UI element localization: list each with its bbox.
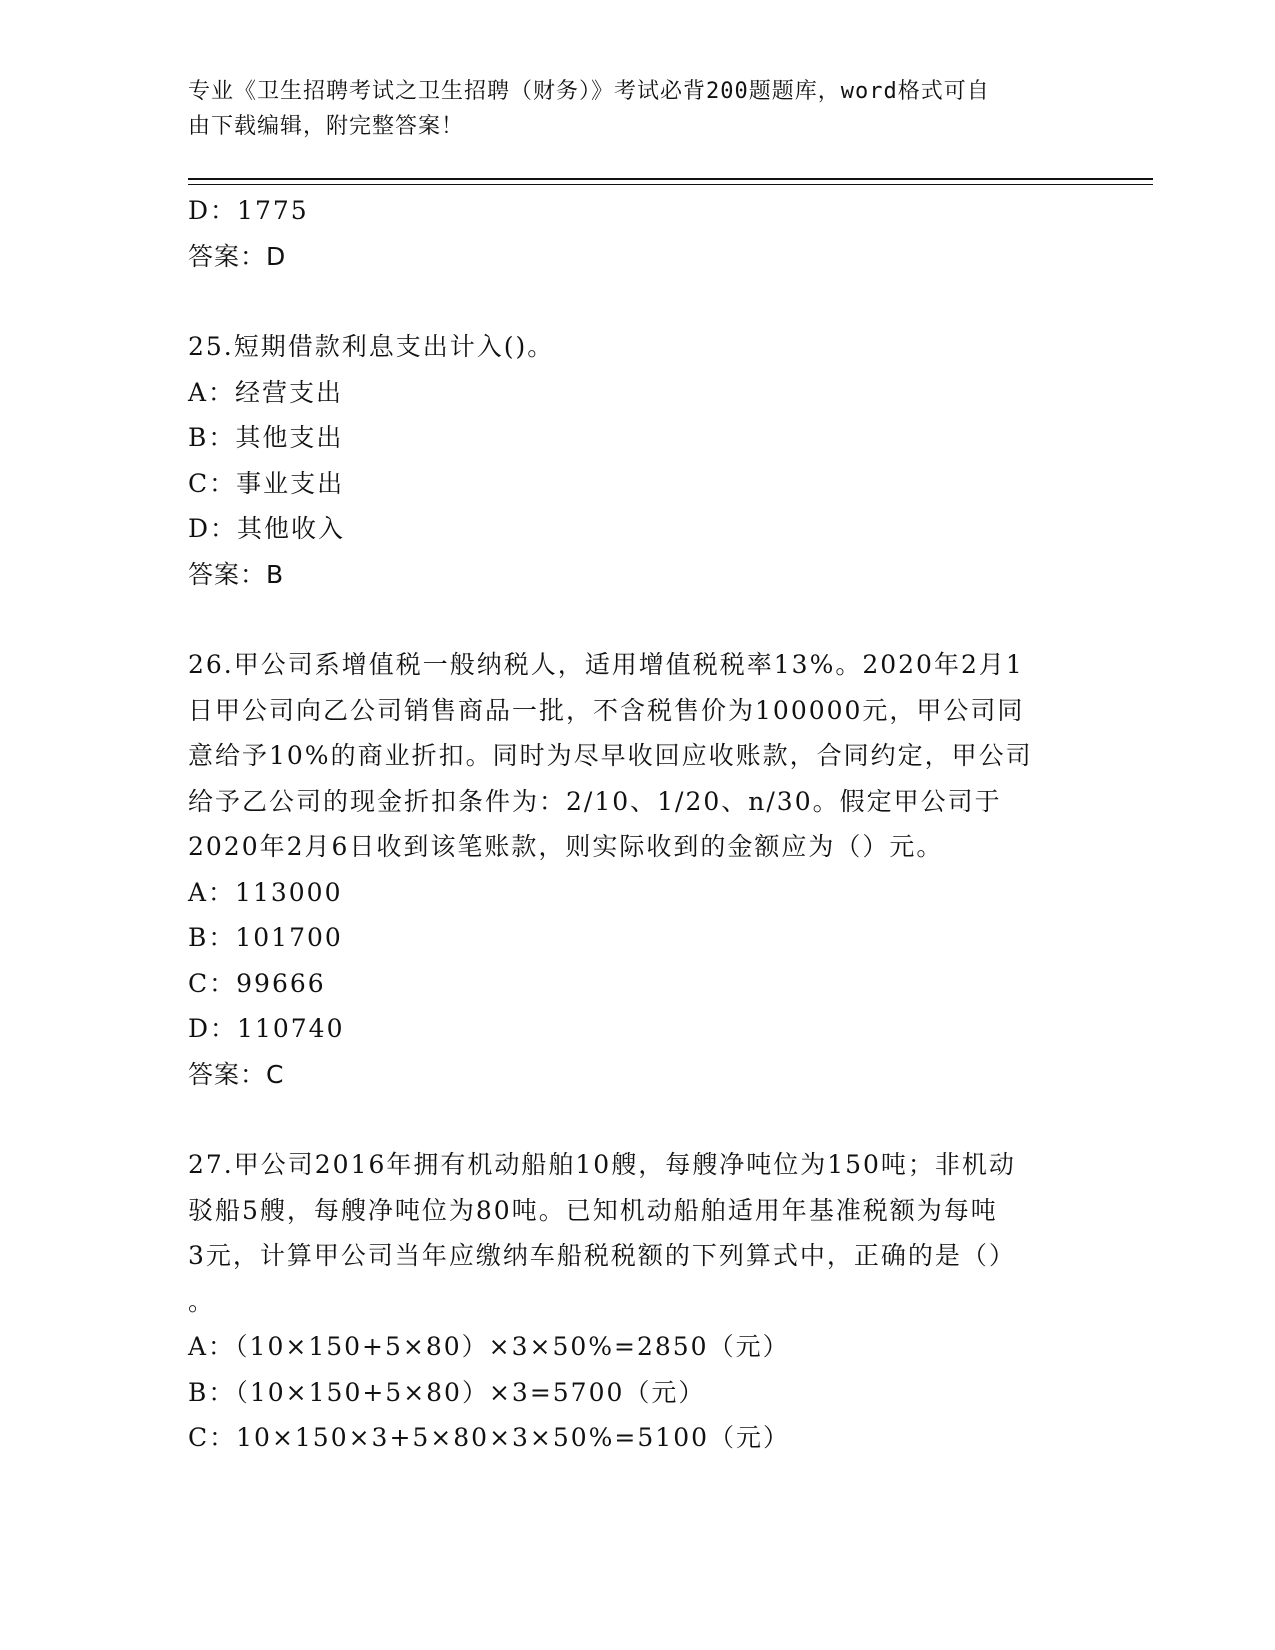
header-rule-thin	[188, 184, 1153, 185]
q27-stem-line: 27.甲公司2016年拥有机动船舶10艘，每艘净吨位为150吨；非机动	[188, 1150, 1016, 1179]
q25-option-c: C：事业支出	[188, 468, 345, 498]
header-rule-thick	[188, 178, 1153, 180]
q26-option-d: D：110740	[188, 1014, 345, 1043]
document-body	[188, 188, 1088, 1461]
q27-stem-line: 。	[188, 1286, 216, 1316]
header-line-2: 由下载编辑，附完整答案！	[188, 114, 465, 139]
spacer	[188, 597, 1088, 642]
q26-stem-line: 意给予10%的商业折扣。同时为尽早收回应收账款，合同约定，甲公司	[188, 741, 1033, 770]
q26-option-c: C：99666	[188, 968, 326, 998]
q27-option-a: A：（10×150+5×80）×3×50%=2850（元）	[188, 1332, 790, 1361]
q27-stem-line: 3元，计算甲公司当年应缴纳车船税税额的下列算式中，正确的是（）	[188, 1241, 1016, 1270]
q26-option-b: B：101700	[188, 923, 343, 952]
q26-answer: 答案：C	[188, 1059, 285, 1089]
q26-stem-line: 日甲公司向乙公司销售商品一批，不含税售价为100000元，甲公司同	[188, 695, 1025, 725]
q24-option-d: D：1775	[188, 196, 309, 225]
question-25	[188, 324, 1088, 597]
q26-option-a: A：113000	[188, 877, 343, 907]
q25-option-a: A：经营支出	[188, 377, 344, 407]
q26-stem-line: 26.甲公司系增值税一般纳税人，适用增值税税率13%。2020年2月1	[188, 650, 1024, 679]
q24-answer: 答案：D	[188, 241, 287, 271]
spacer	[188, 279, 1088, 324]
q26-stem-line: 给予乙公司的现金折扣条件为：2/10、1/20、n/30。假定甲公司于	[188, 786, 1002, 816]
spacer	[188, 1097, 1088, 1142]
q27-stem-line: 驳船5艘，每艘净吨位为80吨。已知机动船舶适用年基准税额为每吨	[188, 1195, 998, 1225]
q25-answer: 答案：B	[188, 559, 285, 589]
question-24-tail	[188, 188, 1088, 279]
q27-option-b: B：（10×150+5×80）×3=5700（元）	[188, 1377, 706, 1407]
page-header	[188, 74, 1068, 144]
q26-stem-line: 2020年2月6日收到该笔账款，则实际收到的金额应为（）元。	[188, 832, 944, 861]
header-line-1: 专业《卫生招聘考试之卫生招聘（财务）》考试必背200题题库，word格式可自	[188, 79, 990, 104]
q27-option-c: C：10×150×3+5×80×3×50%=5100（元）	[188, 1423, 791, 1452]
question-26	[188, 642, 1088, 1097]
q25-stem: 25.短期借款利息支出计入()。	[188, 332, 555, 361]
question-27	[188, 1142, 1088, 1461]
q25-option-d: D：其他收入	[188, 514, 346, 543]
q25-option-b: B：其他支出	[188, 423, 344, 452]
